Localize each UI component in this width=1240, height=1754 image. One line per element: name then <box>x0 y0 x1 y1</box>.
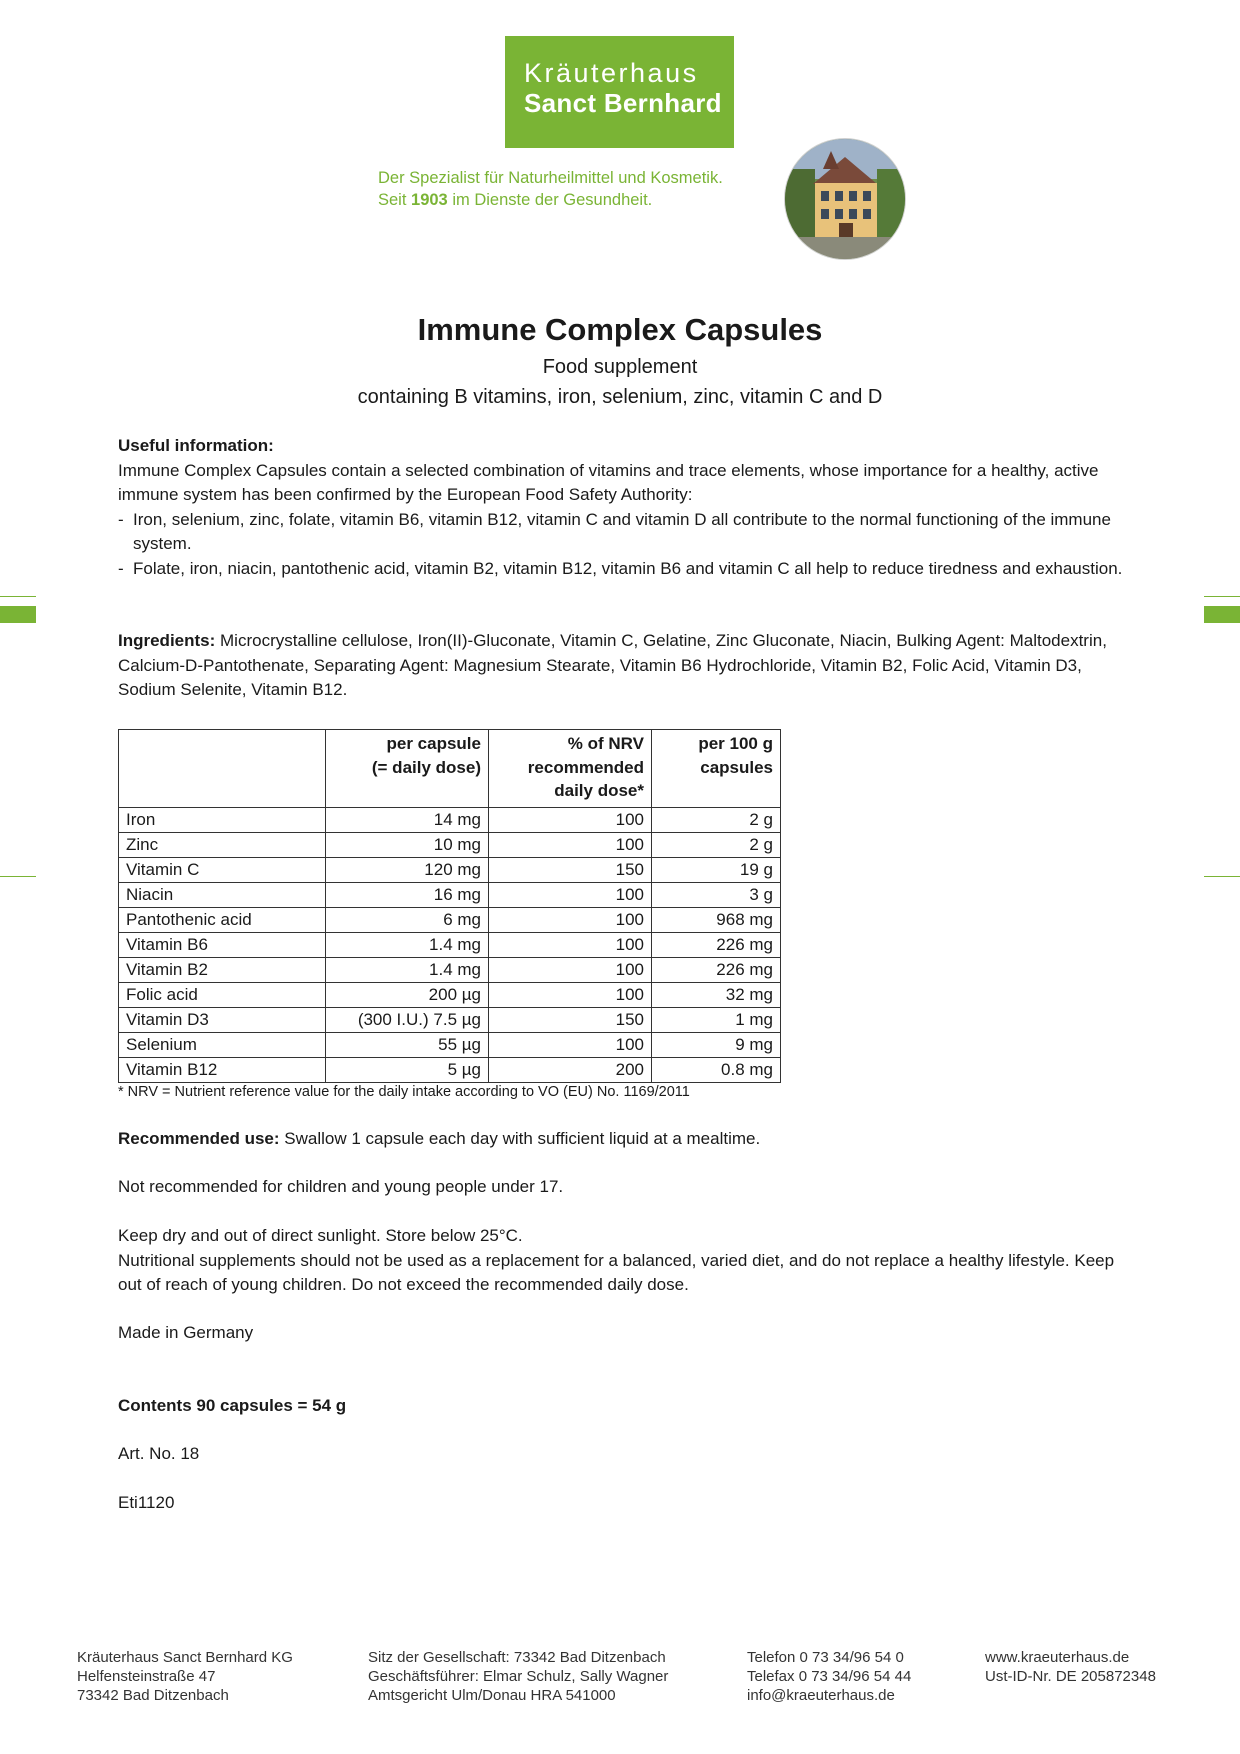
building-illustration <box>785 139 905 259</box>
per-capsule: 200 µg <box>326 982 489 1007</box>
left-fold-line-top <box>0 596 36 597</box>
table-row <box>119 857 781 882</box>
ingredients <box>118 629 1128 703</box>
table-row <box>119 1032 781 1057</box>
footer-vat: Ust-ID-Nr. DE 205872348 <box>985 1668 1156 1685</box>
article-number: Art. No. 18 <box>118 1444 200 1463</box>
contents: Contents 90 capsules = 54 g <box>118 1396 347 1415</box>
table-header-cell: per 100 g capsules <box>652 730 781 808</box>
footer-line: Helfensteinstraße 47 <box>77 1668 216 1685</box>
per-capsule: 55 µg <box>326 1032 489 1057</box>
logo-line-2: Sanct Bernhard <box>524 88 722 118</box>
recommended-text: Swallow 1 capsule each day with sufficient liquid at a mealtime. <box>279 1129 761 1148</box>
tagline-post: im Dienste der Gesundheit. <box>447 191 653 209</box>
footer-phone: Telefon 0 73 34/96 54 0 <box>747 1649 904 1666</box>
footer-company <box>77 1648 293 1705</box>
tagline-pre: Seit <box>378 191 412 209</box>
per-capsule: 1.4 mg <box>326 932 489 957</box>
table-header-row <box>119 730 781 808</box>
table-header-cell: per capsule (= daily dose) <box>326 730 489 808</box>
tagline-line-1: Der Spezialist für Naturheilmittel und Kosmetik. <box>378 169 723 187</box>
nutrient-name: Folic acid <box>119 982 326 1007</box>
nrv-percent: 100 <box>489 932 652 957</box>
footer-website: www.kraeuterhaus.de <box>985 1649 1130 1666</box>
nutrient-name: Vitamin B12 <box>119 1057 326 1082</box>
nutrient-name: Pantothenic acid <box>119 907 326 932</box>
nrv-percent: 100 <box>489 1032 652 1057</box>
nutrient-name: Vitamin C <box>119 857 326 882</box>
footer-line: 73342 Bad Ditzenbach <box>77 1687 229 1704</box>
useful-information <box>118 434 1128 581</box>
footer-line: Amtsgericht Ulm/Donau HRA 541000 <box>368 1687 616 1704</box>
per-capsule: 14 mg <box>326 807 489 832</box>
recommended-label: Recommended use: <box>118 1129 280 1148</box>
nrv-percent: 150 <box>489 1007 652 1032</box>
product-title-block <box>0 308 1240 412</box>
label-code: Eti1120 <box>118 1493 175 1512</box>
footer-contact <box>747 1648 911 1705</box>
ingredients-text: Microcrystalline cellulose, Iron(II)-Gluconate, Vitamin C, Gelatine, Zinc Gluconate, Niacin, Bulking Agent: Maltodextrin, Calcium-D-Pantothenate, Separating Agent: Magnesium Stearate, Vitamin B6 Hydrochloride, Vitamin B2, Folic Acid, Vitamin D3, Sodium Selenite, Vitamin B12. <box>118 631 1107 699</box>
recommended-use <box>118 1127 1128 1152</box>
per-capsule: 5 µg <box>326 1057 489 1082</box>
tagline <box>378 167 723 211</box>
per-capsule: 10 mg <box>326 832 489 857</box>
storage-text: Keep dry and out of direct sunlight. Store below 25°C. <box>118 1226 523 1245</box>
building-photo <box>784 138 906 260</box>
table-row <box>119 807 781 832</box>
table-row <box>119 1007 781 1032</box>
right-fold-line-top <box>1204 596 1240 597</box>
footer-fax: Telefax 0 73 34/96 54 44 <box>747 1668 912 1685</box>
per-100g: 968 mg <box>652 907 781 932</box>
per-100g: 19 g <box>652 857 781 882</box>
nutrient-name: Vitamin B2 <box>119 957 326 982</box>
left-fold-line-bottom <box>0 876 36 877</box>
nrv-percent: 100 <box>489 957 652 982</box>
per-100g: 2 g <box>652 832 781 857</box>
table-row <box>119 1057 781 1082</box>
per-capsule: 1.4 mg <box>326 957 489 982</box>
tagline-year: 1903 <box>411 191 448 209</box>
table-header-cell: % of NRV recommended daily dose* <box>489 730 652 808</box>
per-capsule: 6 mg <box>326 907 489 932</box>
warning-text: Nutritional supplements should not be used as a replacement for a balanced, varied diet, and do not replace a healthy lifestyle. Keep out of reach of young children. Do not exceed the recommended daily dose. <box>118 1250 1115 1294</box>
table-row <box>119 957 781 982</box>
nrv-percent: 200 <box>489 1057 652 1082</box>
per-capsule: 16 mg <box>326 882 489 907</box>
nrv-percent: 100 <box>489 907 652 932</box>
footer-line: Sitz der Gesellschaft: 73342 Bad Ditzenbach <box>368 1649 666 1666</box>
right-fold-block <box>1204 606 1240 623</box>
nutrient-name: Vitamin D3 <box>119 1007 326 1032</box>
per-100g: 226 mg <box>652 932 781 957</box>
table-row <box>119 982 781 1007</box>
footer-legal <box>368 1648 668 1705</box>
logo-line-1: Kräuterhaus <box>524 58 699 88</box>
table-row <box>119 932 781 957</box>
per-100g: 32 mg <box>652 982 781 1007</box>
footer-line: Geschäftsführer: Elmar Schulz, Sally Wagner <box>368 1668 669 1685</box>
nrv-percent: 100 <box>489 807 652 832</box>
nrv-footnote: * NRV = Nutrient reference value for the daily intake according to VO (EU) No. 1169/2011 <box>118 1084 690 1100</box>
nutrient-name: Vitamin B6 <box>119 932 326 957</box>
ingredients-label: Ingredients: <box>118 631 216 650</box>
footer-web <box>985 1648 1156 1686</box>
useful-intro: Immune Complex Capsules contain a selected combination of vitamins and trace elements, whose importance for a healthy, active immune system has been confirmed by the European Food Safety Authority: <box>118 460 1099 504</box>
useful-bullet-text: Folate, iron, niacin, pantothenic acid, vitamin B2, vitamin B12, vitamin B6 and vitamin C all help to reduce tiredness and exhaustion. <box>133 558 1123 578</box>
storage-notice <box>118 1224 1128 1298</box>
nrv-percent: 100 <box>489 982 652 1007</box>
nrv-percent: 100 <box>489 832 652 857</box>
nutrient-name: Iron <box>119 807 326 832</box>
nutrient-table <box>118 729 781 1083</box>
brand-logo <box>505 36 734 148</box>
nrv-percent: 100 <box>489 882 652 907</box>
per-capsule: (300 I.U.) 7.5 µg <box>326 1007 489 1032</box>
table-row <box>119 832 781 857</box>
per-100g: 226 mg <box>652 957 781 982</box>
table-row <box>119 882 781 907</box>
per-100g: 9 mg <box>652 1032 781 1057</box>
useful-heading: Useful information: <box>118 436 274 455</box>
left-fold-block <box>0 606 36 623</box>
useful-bullet: - Folate, iron, niacin, pantothenic acid, vitamin B2, vitamin B12, vitamin B6 and vitamin C all help to reduce tiredness and exhaustion. <box>118 557 1128 582</box>
table-row <box>119 907 781 932</box>
footer-email: info@kraeuterhaus.de <box>747 1687 895 1704</box>
table-header-cell <box>119 730 326 808</box>
age-notice: Not recommended for children and young people under 17. <box>118 1177 564 1196</box>
right-fold-line-bottom <box>1204 876 1240 877</box>
nutrient-name: Niacin <box>119 882 326 907</box>
useful-bullet: - Iron, selenium, zinc, folate, vitamin B6, vitamin B12, vitamin C and vitamin D all contribute to the normal functioning of the immune system. <box>118 508 1128 557</box>
nutrient-name: Zinc <box>119 832 326 857</box>
made-in: Made in Germany <box>118 1323 254 1342</box>
per-100g: 3 g <box>652 882 781 907</box>
tagline-line-2 <box>378 189 723 211</box>
per-100g: 1 mg <box>652 1007 781 1032</box>
product-description: containing B vitamins, iron, selenium, zinc, vitamin C and D <box>357 386 883 408</box>
footer-line: Kräuterhaus Sanct Bernhard KG <box>77 1649 293 1666</box>
product-subtitle: Food supplement <box>542 356 698 378</box>
per-100g: 0.8 mg <box>652 1057 781 1082</box>
per-100g: 2 g <box>652 807 781 832</box>
useful-bullet-text: Iron, selenium, zinc, folate, vitamin B6, vitamin B12, vitamin C and vitamin D all contribute to the normal functioning of the immune system. <box>133 509 1111 553</box>
nutrient-name: Selenium <box>119 1032 326 1057</box>
per-capsule: 120 mg <box>326 857 489 882</box>
nrv-percent: 150 <box>489 857 652 882</box>
product-title: Immune Complex Capsules <box>417 312 823 347</box>
